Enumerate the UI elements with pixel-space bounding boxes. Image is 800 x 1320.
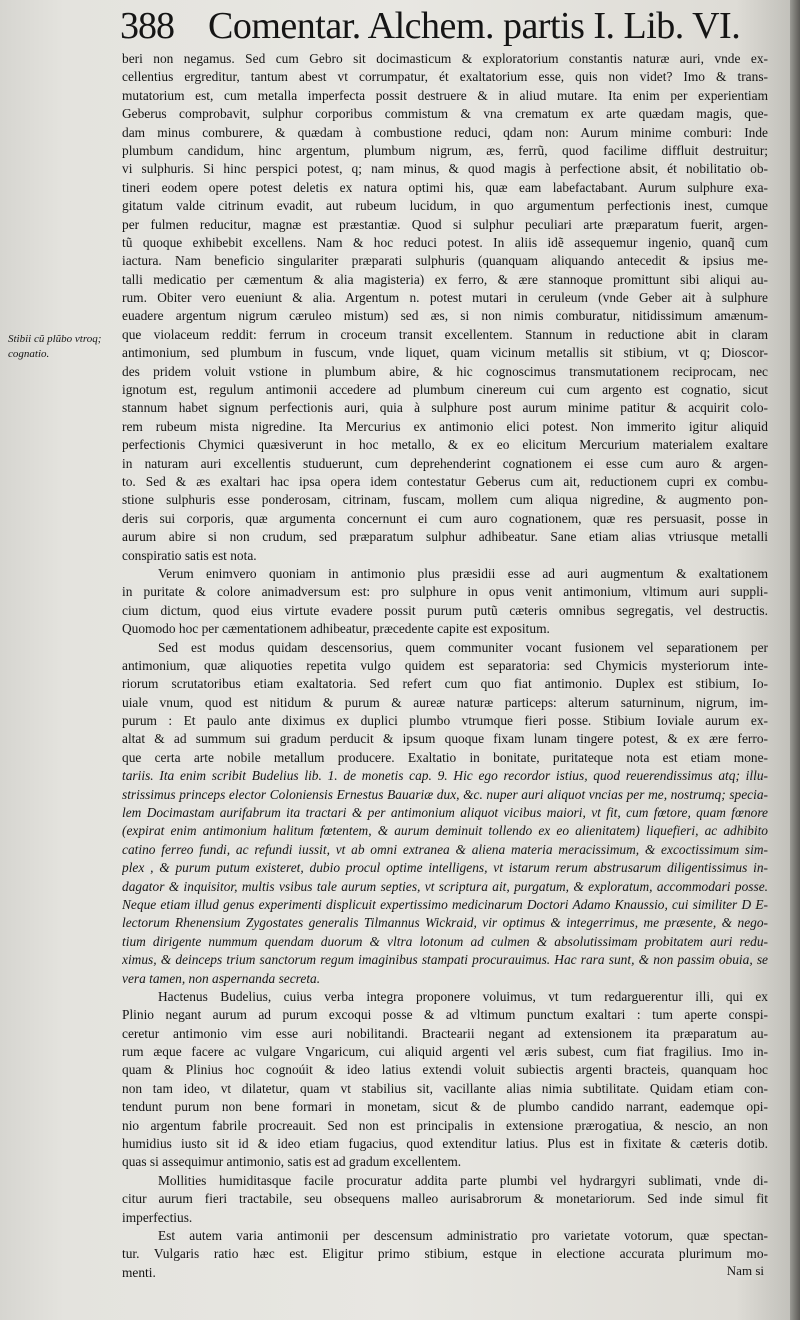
text-line: Quomodo hoc per cæmentationem adhibeatur, præcedente capite est expositum.	[122, 621, 550, 637]
text-line: plumbum candidum, hinc argentum, plumbum nigrum, æs, ferrũ, quod facilime diffluit destruitur;	[122, 142, 768, 158]
text-line: ignotum est, regulum antimonii accedere ad plumbum cinereum cui cum argento est cognatio, sicut	[122, 382, 768, 398]
text-line: conspiratio satis est nota.	[122, 547, 257, 563]
text-line: cellentius ergreditur, tantum abest vt corrumpatur, ét exaltatorium esse, quis non videt? Imo & trans-	[122, 69, 768, 85]
text-line: iactura. Nam beneficio singulariter præparati sulphuris (quanquam aliquando antecedit & ipsius me-	[122, 253, 768, 269]
text-line: in naturam auri excellentis studuerunt, cum deprehenderint cognationem ei esse cum auro & argen-	[122, 455, 768, 471]
text-line: tineri eodem opere potest deletis ex natura optimi his, quæ eam labefactabant. Aurum sulphure exa-	[122, 179, 768, 195]
text-line: talli medicatio per cæmentum & alia magisteria) ex ferro, & ære stannoque promittunt sibi aliqui au-	[122, 271, 768, 287]
text-line: Verum enimvero quoniam in antimonio plus præsidii esse ad auri augmentum & exaltationem	[158, 565, 768, 581]
text-line: lem Docimastam aurifabrum ita tractari & per antimonium aliquot vicibus maiori, vt fit, cum fœtore, quam fœnore	[122, 805, 768, 821]
text-line: purum : Et paulo ante diximus ex duplici plumbo vtrumque fieri posse. Stibium Ioviale aurum ex-	[122, 713, 768, 729]
text-line: Est autem varia antimonii per descensum administratio pro varietate votorum, quæ spectan-	[158, 1228, 768, 1243]
text-line: menti.	[122, 1264, 156, 1280]
text-line: plex , & purum putum existeret, dubio procul optime intelligens, vt istarum rerum abstrusarum diligentissimus in-	[122, 860, 768, 876]
text-line: stione sulphuris esse ponderosam, citrinam, fuscam, mollem cum aliqua nigredine, & augmento pon-	[122, 492, 768, 508]
text-line: vera tamen, non aspernanda secreta.	[122, 970, 321, 986]
text-line: altat & ad summum sui gradum perducit & ipsum quoque fixam lunam tingere potest, & ex ære ferro-	[122, 731, 768, 747]
text-line: in puritate & colore animadversum est: pro sulphure in opus venit antimonium, vltimum auri suppli-	[122, 584, 768, 600]
text-line: tium dirigente nummum quendam duorum & vltra lotonum ad culmen & absolutissimam probitatem auri redu-	[122, 933, 768, 949]
text-line: aurum abire si non crudum, sed præparatum sulphur adhibeatur. Sane etiam alias vtriusque metalli	[122, 529, 768, 545]
text-line: rum. Obiter vero eueniunt & alia. Argentum n. potest mutari in ceruleum (vnde Geber ait à sulphure	[122, 290, 768, 306]
text-line: nio argentum fabrile procreauit. Sed non est principalis in extensione prærogatiua, & nescio, an non	[122, 1117, 768, 1133]
text-line: ximus, & deinceps trium sanctorum regum imaginibus stampati procurauimus. Hac rara sunt, & non passim obuia, se	[122, 952, 768, 968]
text-line: humidius iusto sit id & ideo etiam fugacius, quod extenditur latius. Plus est in fixitate & cæteris dotib.	[122, 1136, 768, 1152]
text-line: que certa arte nobile metallum producere. Exaltatio in bonitate, puritateque nota est etiam mone-	[122, 749, 768, 765]
text-line: Hactenus Budelius, cuius verba integra proponere voluimus, vt tum redarguerentur illi, qui ex	[158, 988, 768, 1004]
text-line: cium dictum, quod eius virtute evadere possit purum putũ cæteris omnibus segregatis, vel destructis.	[122, 602, 768, 618]
text-line: euadere argentum nigrum cæruleo mistum) sed æs, si non nimis comburatur, nitidissimum amænum-	[122, 308, 768, 324]
margin-note: Stibii cũ plũbo vtroq; cognatio.	[8, 333, 102, 360]
text-line: antimonium, sed plumbum in fuscum, vnde liquet, quam vicinum metallis sit stibium, vt q; Dioscor-	[122, 345, 768, 361]
text-line: tũ quoque exhibebit excellens. Nam & hoc reduci potest. In aliis idẽ assequemur ingenio, quanq̃ cum	[122, 234, 768, 250]
page-edge	[790, 0, 800, 1320]
text-line: tariis. Ita enim scribit Budelius lib. 1. de monetis cap. 9. Hic ego recordor istius, quod reuerendissimus atq; illu-	[122, 768, 768, 784]
text-line: perfectionis Chymici quæsiverunt in hoc metallo, & ex eo elicitum Mercurium materialem exaltare	[122, 437, 768, 453]
text-line: beri non negamus. Sed cum Gebro sit docimasticum & exploratorium constantis naturæ auri, vnde ex-	[122, 51, 768, 66]
text-line: Geberus comprobavit, sulphur corporibus commistum & vna crematum ex arte quædam magis, que-	[122, 106, 768, 122]
text-line: riorum scrutatoribus etiam exaltatoria. Sed refert cum quo fiat antimonio. Duplex est stibium, Io-	[122, 676, 768, 692]
text-line: ceretur antimonio vim esse auri nobilitandi. Bractearii negant ad extensionem ita præparatum au-	[122, 1025, 768, 1041]
text-line: strissimus princeps elector Coloniensis Ernestus Bauariæ dux, &c. nuper auri aliquot vncias per me, nostrumq; specia-	[122, 786, 768, 802]
catchword: Nam si	[726, 1263, 764, 1278]
page-number: 388	[120, 5, 174, 47]
text-line: stannum habet signum perfectionis auri, quia à sulphure post aurum minime patitur & acquirit colo-	[122, 400, 768, 416]
text-line: vi sulphuris. Si hinc perspici potest, q; nam minus, & quod magis à perfectione absit, ét nobilitatio ob-	[122, 161, 768, 177]
text-line: catino ferreo fundi, ac refundi iussit, vt ab omni extranea & aliena materia meracissimum, & excoctissimum sim-	[122, 841, 768, 857]
page-header	[120, 2, 760, 50]
text-line: imperfectius.	[122, 1209, 193, 1225]
text-line: to. Sed & æs exaltari hac ipsa opera idem contestatur Geberus cum ait, reductionem cupri ex combu-	[122, 473, 768, 489]
text-line: dam minus comburere, & quædam à combustione reduci, qdam non: Aurum minime comburi: Inde	[122, 124, 768, 140]
text-line: des pridem voluit vstione in plumbum abire, & hic cognoscimus transmutationem reciprocam, nec	[122, 363, 768, 379]
text-line: Mollities humiditasque facile procuratur addita parte plumbi vel hydrargyri sublimati, vnde di-	[158, 1172, 768, 1188]
text-line: antimonium, quæ aliquoties repetita vulgo quidem est separatoria: sed Chymicis mysteriorum inte-	[122, 657, 768, 673]
text-line: deris sui corporis, quæ argumenta concernunt ei cum auro cognationem, quæ res persuasit, posse in	[122, 510, 768, 526]
text-line: quas si assequimur antimonio, satis est ad gradum excellentem.	[122, 1154, 462, 1170]
text-line: mutatorium est, cum metalla imperfecta possit destruere & in aliud mutare. Ita enim per experientiam	[122, 87, 768, 103]
text-line: tur. Vulgaris ratio hæc est. Eligitur primo stibium, estque in electione accurata plurimum mo-	[122, 1246, 768, 1262]
text-line: (expirat enim antimonium halitum fœtentem, & aurum deminuit tollendo ex eo alienitatem) liquefieri, ac adhibito	[122, 823, 768, 839]
body-text	[122, 50, 768, 1282]
text-line: uiale vnum, quod est nitidum & purum & aureæ naturæ particeps: alterum saturninum, nigrum, im-	[122, 694, 768, 710]
text-line: citur aurum fieri tractabile, seu obsequens malleo aurisabrorum & monetariorum. Sed inde simul fit	[122, 1191, 768, 1207]
text-line: Sed est modus quidam descensorius, quem communiter vocant fusionem vel separationem per	[158, 639, 768, 655]
text-line: Neque etiam illud genus experimenti displicuit expertissimo medicinarum Doctori Adamo Knaussio, cui similiter D E-	[122, 896, 768, 912]
text-line: non tam ideo, vt dilatetur, quam vt stabilius sit, vacillante alias nimia subtilitate. Quidam etiam con-	[122, 1080, 768, 1096]
text-line: lectorum Rhenensium Zygostates generalis Tilmannus Wickraid, vir optimus & integerrimus, me præsente, & nego-	[122, 915, 768, 931]
text-line: rum æque facere ac vulgare Vngaricum, cui aliquid argenti vel æris subest, cum fiat fragilius. Imo in-	[122, 1044, 768, 1060]
text-line: Plinio negant aurum ad purum excoqui posse & ad vltimum punctum exaltari : tum aperte conspi-	[122, 1007, 768, 1023]
text-line: quam & Plinius hoc cognoúit & ideo latius extendi voluit subiectis argenti bracteis, quanquam hoc	[122, 1062, 768, 1078]
text-line: rem rubeum mista nigredine. Ita Mercurius ex antimonio elici potest. Non immerito igitur aliquid	[122, 418, 768, 434]
running-title: Comentar. Alchem. partis I. Lib. VI.	[208, 5, 741, 47]
text-line: dagator & inquisitor, multis vsibus tale aurum septies, vt scriptura ait, purgatum, & exploratum, accommodari posse.	[122, 878, 768, 894]
text-line: tendunt purum non bene formari in monetam, sicut & de plumbo candido narrant, eademque opi-	[122, 1099, 768, 1115]
text-line: que violaceum reddit: ferrum in croceum transit excellentem. Stannum in reductione abit in claram	[122, 326, 768, 342]
text-line: gitatum valde citrinum evadit, aut rubeum lucidum, in quo argumentum perfectionis inest, cumque	[122, 198, 768, 214]
text-line: per fulmen reducitur, magnæ est præstantiæ. Quod si sulphur peculiari arte præparatum fuerit, argen-	[122, 216, 768, 232]
